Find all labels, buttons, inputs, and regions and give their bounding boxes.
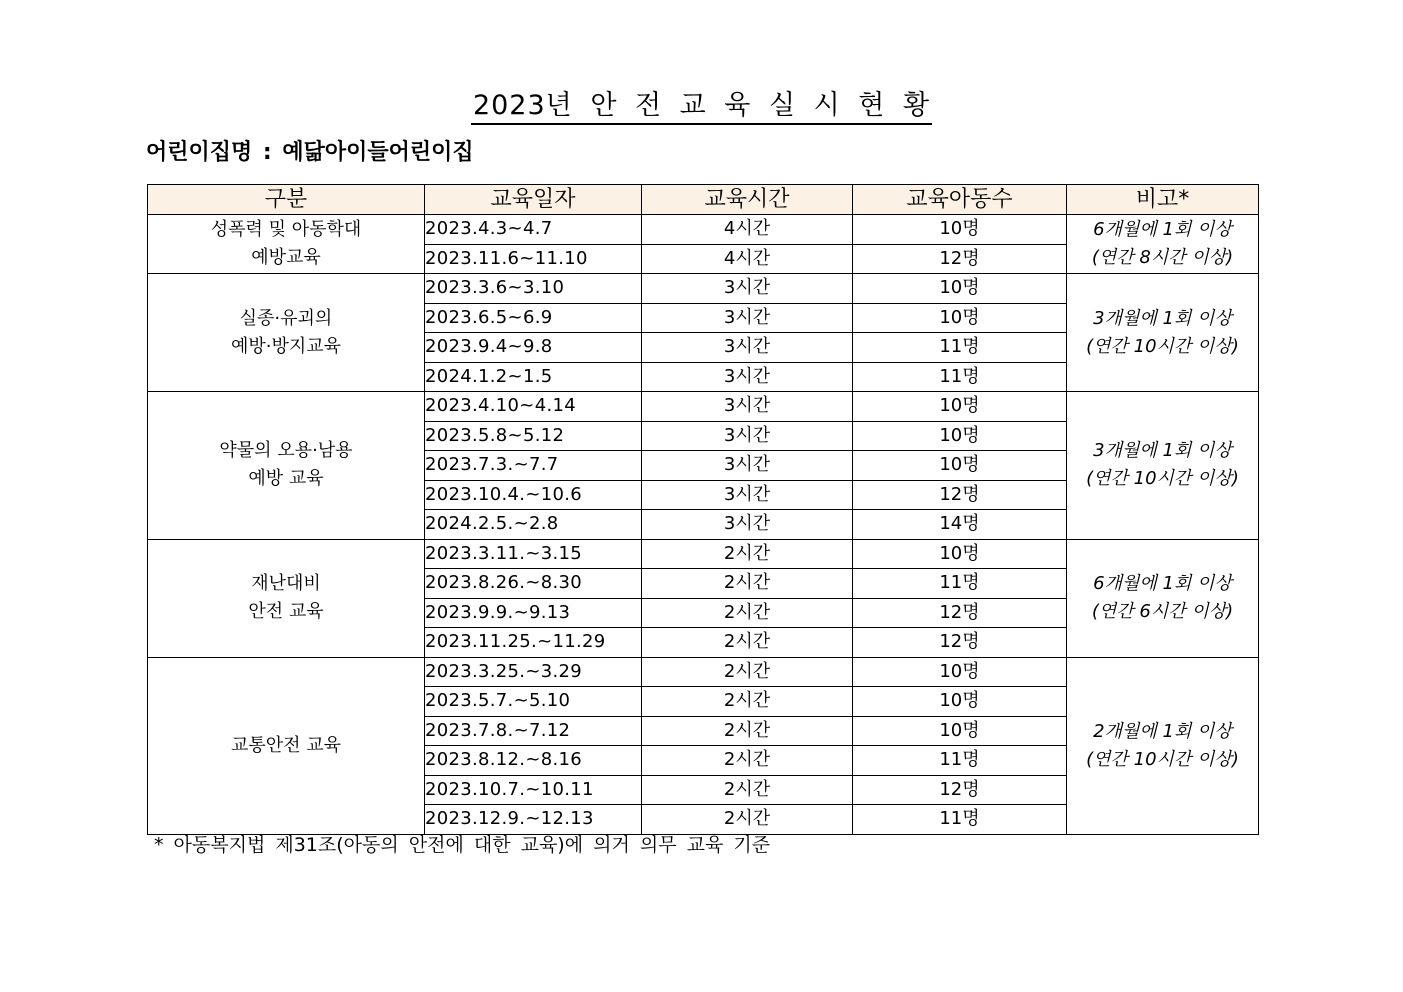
category-line: 예방·방지교육	[230, 335, 342, 357]
date-cell: 2023.3.11.~3.15	[425, 539, 642, 569]
table-row	[148, 215, 1259, 245]
table-row	[148, 539, 1259, 569]
hours-cell: 2시간	[642, 746, 853, 776]
hours-cell: 2시간	[642, 775, 853, 805]
table-body	[148, 215, 1259, 835]
date-cell: 2023.8.12.~8.16	[425, 746, 642, 776]
table-row	[148, 392, 1259, 422]
date-cell: 2023.10.7.~10.11	[425, 775, 642, 805]
page-title: 2023년 안 전 교 육 실 시 현 황	[471, 89, 932, 125]
hours-cell: 3시간	[642, 274, 853, 304]
category-cell	[148, 274, 425, 392]
category-cell	[148, 657, 425, 834]
note-line: 3개월에 1회 이상	[1093, 440, 1232, 462]
count-cell: 12명	[853, 775, 1067, 805]
note-line: (연간 10시간 이상)	[1086, 748, 1239, 770]
note-cell	[1067, 539, 1259, 657]
note-line: 6개월에 1회 이상	[1093, 573, 1232, 594]
count-cell: 10명	[853, 215, 1067, 245]
category-line: 재난대비	[251, 573, 321, 594]
count-cell: 10명	[853, 392, 1067, 422]
date-cell: 2023.4.10~4.14	[425, 392, 642, 422]
page-title-wrap	[0, 86, 1403, 126]
date-cell: 2024.1.2~1.5	[425, 362, 642, 392]
count-cell: 11명	[853, 333, 1067, 363]
count-cell: 12명	[853, 244, 1067, 274]
hours-cell: 3시간	[642, 510, 853, 540]
category-line: 성폭력 및 아동학대	[210, 219, 362, 240]
date-cell: 2023.9.9.~9.13	[425, 598, 642, 628]
hours-cell: 3시간	[642, 333, 853, 363]
date-cell: 2023.7.3.~7.7	[425, 451, 642, 481]
note-line: (연간 10시간 이상)	[1086, 468, 1239, 490]
hours-cell: 2시간	[642, 687, 853, 717]
count-cell: 10명	[853, 657, 1067, 687]
date-cell: 2024.2.5.~2.8	[425, 510, 642, 540]
hours-cell: 3시간	[642, 480, 853, 510]
category-line: 실종·유괴의	[239, 307, 333, 329]
hours-cell: 3시간	[642, 303, 853, 333]
count-cell: 10명	[853, 539, 1067, 569]
count-cell: 14명	[853, 510, 1067, 540]
note-line: (연간 10시간 이상)	[1086, 335, 1239, 357]
note-line: (연간 6시간 이상)	[1091, 601, 1234, 622]
date-cell: 2023.4.3~4.7	[425, 215, 642, 245]
date-cell: 2023.5.7.~5.10	[425, 687, 642, 717]
note-cell	[1067, 392, 1259, 540]
category-line: 예방교육	[251, 247, 321, 268]
hours-cell: 2시간	[642, 539, 853, 569]
hours-cell: 3시간	[642, 362, 853, 392]
count-cell: 10명	[853, 303, 1067, 333]
note-cell	[1067, 215, 1259, 274]
header-count: 교육아동수	[853, 185, 1067, 215]
date-cell: 2023.7.8.~7.12	[425, 716, 642, 746]
category-cell	[148, 215, 425, 274]
date-cell: 2023.9.4~9.8	[425, 333, 642, 363]
count-cell: 11명	[853, 362, 1067, 392]
category-line: 교통안전 교육	[230, 734, 342, 756]
hours-cell: 2시간	[642, 628, 853, 658]
hours-cell: 2시간	[642, 805, 853, 835]
center-name-label: 어린이집명 : 예닮아이들어린이집	[146, 140, 474, 165]
hours-cell: 4시간	[642, 244, 853, 274]
hours-cell: 2시간	[642, 716, 853, 746]
count-cell: 11명	[853, 746, 1067, 776]
count-cell: 11명	[853, 569, 1067, 599]
note-line: 6개월에 1회 이상	[1093, 219, 1232, 240]
date-cell: 2023.5.8~5.12	[425, 421, 642, 451]
count-cell: 12명	[853, 598, 1067, 628]
date-cell: 2023.3.6~3.10	[425, 274, 642, 304]
hours-cell: 3시간	[642, 392, 853, 422]
hours-cell: 2시간	[642, 598, 853, 628]
count-cell: 12명	[853, 628, 1067, 658]
header-date: 교육일자	[425, 185, 642, 215]
table-row	[148, 274, 1259, 304]
header-note: 비고*	[1067, 185, 1259, 215]
count-cell: 10명	[853, 451, 1067, 481]
category-cell	[148, 539, 425, 657]
hours-cell: 3시간	[642, 421, 853, 451]
date-cell: 2023.11.6~11.10	[425, 244, 642, 274]
hours-cell: 4시간	[642, 215, 853, 245]
category-line: 예방 교육	[248, 468, 324, 490]
date-cell: 2023.8.26.~8.30	[425, 569, 642, 599]
category-line: 약물의 오용·남용	[219, 440, 353, 462]
count-cell: 10명	[853, 421, 1067, 451]
category-line: 안전 교육	[248, 601, 324, 622]
count-cell: 10명	[853, 274, 1067, 304]
hours-cell: 3시간	[642, 451, 853, 481]
note-line: 3개월에 1회 이상	[1093, 307, 1232, 329]
count-cell: 10명	[853, 716, 1067, 746]
category-cell	[148, 392, 425, 540]
table-header-row	[148, 185, 1259, 215]
note-cell	[1067, 274, 1259, 392]
count-cell: 10명	[853, 687, 1067, 717]
date-cell: 2023.11.25.~11.29	[425, 628, 642, 658]
education-table	[147, 184, 1259, 835]
header-category: 구분	[148, 185, 425, 215]
date-cell: 2023.12.9.~12.13	[425, 805, 642, 835]
hours-cell: 2시간	[642, 657, 853, 687]
hours-cell: 2시간	[642, 569, 853, 599]
footnote: * 아동복지법 제31조(아동의 안전에 대한 교육)에 의거 의무 교육 기준	[154, 834, 771, 856]
count-cell: 11명	[853, 805, 1067, 835]
note-cell	[1067, 657, 1259, 834]
date-cell: 2023.10.4.~10.6	[425, 480, 642, 510]
table-row	[148, 657, 1259, 687]
header-hours: 교육시간	[642, 185, 853, 215]
date-cell: 2023.3.25.~3.29	[425, 657, 642, 687]
note-line: (연간 8시간 이상)	[1091, 247, 1234, 268]
note-line: 2개월에 1회 이상	[1093, 720, 1232, 742]
date-cell: 2023.6.5~6.9	[425, 303, 642, 333]
count-cell: 12명	[853, 480, 1067, 510]
